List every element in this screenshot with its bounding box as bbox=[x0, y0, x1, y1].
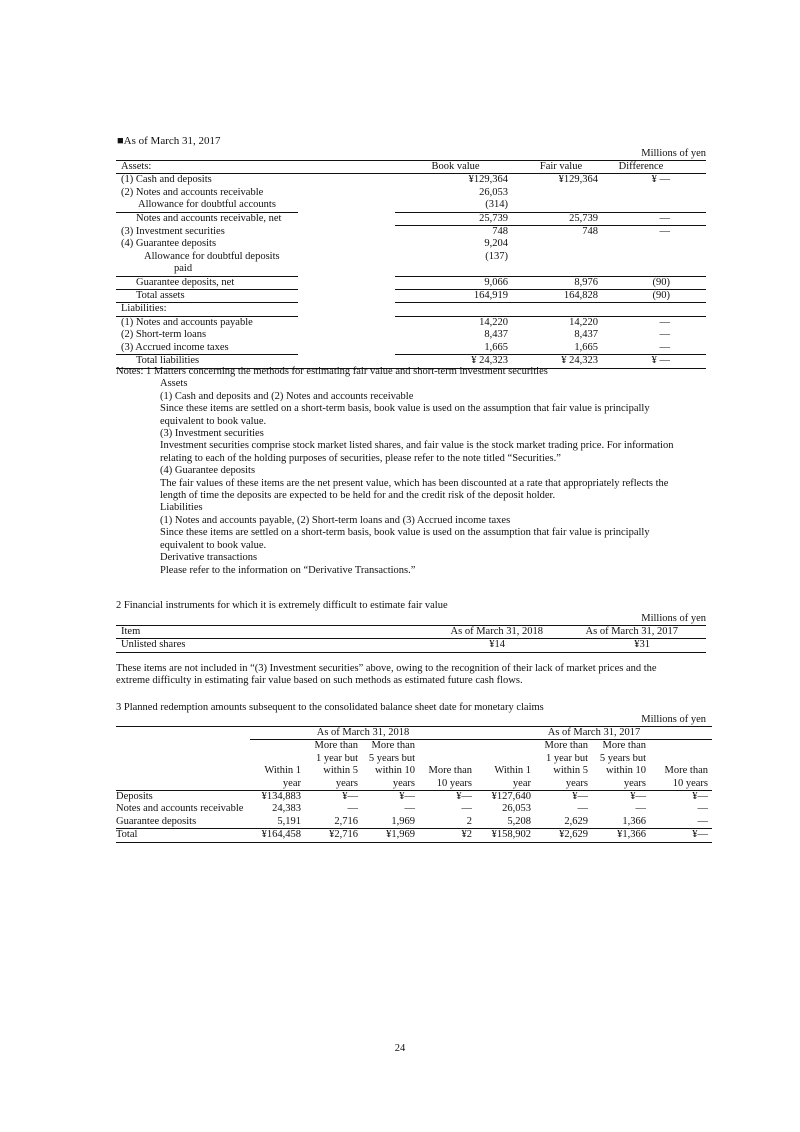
table-cell: (137) bbox=[485, 250, 508, 262]
table-header: Book value bbox=[431, 161, 480, 172]
table-cell: (90) bbox=[606, 290, 706, 303]
table-cell: ¥158,902 bbox=[491, 829, 531, 841]
unlisted-table bbox=[116, 625, 706, 653]
note-line: equivalent to book value. bbox=[160, 415, 267, 427]
column-header-line: More than bbox=[544, 740, 588, 752]
column-header bbox=[650, 740, 712, 791]
table-cell: — bbox=[659, 341, 670, 353]
table-cell: 8,976 bbox=[516, 276, 606, 289]
table-row bbox=[116, 342, 706, 355]
table-cell: — bbox=[606, 212, 706, 225]
table-cell: 26,053 bbox=[502, 803, 531, 815]
page-number: 24 bbox=[394, 1043, 406, 1054]
note-line: Derivative transactions bbox=[160, 552, 258, 564]
note-line: length of time the deposits are expected to be held for and the credit risk of the deposit holder. bbox=[160, 490, 556, 502]
table-cell: 1,665 bbox=[484, 341, 508, 353]
column-header-line: More than bbox=[664, 765, 708, 777]
table-cell: ¥— bbox=[456, 791, 472, 803]
group-header-2017: As of March 31, 2017 bbox=[476, 727, 712, 740]
table-cell: 748 bbox=[516, 226, 606, 239]
table-cell bbox=[606, 263, 706, 276]
row-label: Deposits bbox=[116, 791, 153, 803]
table-cell: 24,383 bbox=[272, 803, 301, 815]
row-label: Liabilities: bbox=[116, 303, 298, 316]
column-header-line: 10 years bbox=[672, 777, 708, 789]
row-label: paid bbox=[174, 263, 193, 275]
table-row bbox=[116, 303, 706, 316]
table-cell: 748 bbox=[395, 226, 516, 239]
note-line: Assets bbox=[160, 378, 188, 390]
column-header-line: More than bbox=[314, 740, 358, 752]
units-label: Millions of yen bbox=[641, 613, 706, 624]
fair-value-table bbox=[116, 160, 706, 369]
table-cell bbox=[516, 303, 606, 316]
table-cell: ¥ — bbox=[606, 355, 706, 368]
column-header bbox=[476, 740, 535, 791]
section-2-paragraph bbox=[116, 663, 716, 688]
table-cell bbox=[606, 251, 706, 263]
table-cell: 25,739 bbox=[516, 212, 606, 225]
column-header-line: Within 1 bbox=[494, 765, 531, 777]
table-cell: ¥2,716 bbox=[329, 829, 358, 841]
table-cell: — bbox=[404, 803, 415, 815]
paragraph-line: extreme difficulty in estimating fair value based on such methods as estimated future cash flows. bbox=[116, 675, 523, 687]
table-row bbox=[116, 316, 706, 329]
column-header-line: within 10 bbox=[375, 765, 415, 777]
table-row bbox=[116, 290, 706, 303]
section-3-title: 3 Planned redemption amounts subsequent to the consolidated balance sheet date for monetary claims bbox=[116, 702, 544, 713]
table-cell bbox=[606, 238, 706, 250]
table-cell: 164,919 bbox=[395, 290, 516, 303]
table-cell: — bbox=[577, 803, 588, 815]
units-label: Millions of yen bbox=[641, 714, 706, 725]
column-header bbox=[419, 740, 476, 791]
column-header-line: More than bbox=[602, 740, 646, 752]
table-cell: — bbox=[659, 329, 670, 341]
column-header bbox=[535, 740, 592, 791]
table-cell: ¥127,640 bbox=[491, 791, 531, 803]
row-label: Total bbox=[116, 829, 138, 841]
notes-block bbox=[116, 366, 716, 577]
table-cell bbox=[516, 263, 606, 276]
table-cell: — bbox=[606, 226, 706, 239]
table-cell: ¥164,458 bbox=[261, 829, 301, 841]
row-label: Notes and accounts receivable, net bbox=[116, 212, 298, 225]
table-cell: 2 bbox=[466, 815, 472, 827]
table-header: Item bbox=[121, 626, 141, 637]
group-header-2018: As of March 31, 2018 bbox=[250, 727, 476, 740]
table-cell: ¥2 bbox=[461, 829, 472, 841]
table-cell: ¥129,364 bbox=[468, 174, 508, 186]
table-cell: — bbox=[347, 803, 358, 815]
column-header-line: years bbox=[335, 777, 358, 789]
column-header bbox=[250, 740, 305, 791]
table-row bbox=[116, 329, 706, 341]
table-cell: ¥— bbox=[572, 791, 588, 803]
column-header-line: More than bbox=[371, 740, 415, 752]
table-cell: 9,204 bbox=[484, 238, 508, 250]
column-header-line: 5 years but bbox=[368, 752, 415, 764]
column-header-line: within 5 bbox=[323, 765, 358, 777]
column-header-line: within 10 bbox=[606, 765, 646, 777]
row-label: Guarantee deposits, net bbox=[116, 276, 298, 289]
column-header-line: 5 years but bbox=[599, 752, 646, 764]
column-header-line: 10 years bbox=[436, 777, 472, 789]
table-cell: — bbox=[606, 316, 706, 329]
table-header: Fair value bbox=[539, 161, 583, 172]
table-cell: 1,665 bbox=[574, 341, 598, 353]
table-cell: 14,220 bbox=[395, 316, 516, 329]
note-line: (1) Cash and deposits and (2) Notes and accounts receivable bbox=[160, 390, 414, 402]
table-cell: — bbox=[697, 803, 708, 815]
column-header-line bbox=[476, 753, 531, 765]
table-cell: ¥134,883 bbox=[261, 791, 301, 803]
table-cell: 2,629 bbox=[564, 815, 588, 827]
table-header: Difference bbox=[618, 161, 664, 172]
note-line: (3) Investment securities bbox=[160, 428, 264, 440]
note-line: Investment securities comprise stock market listed shares, and fair value is the stock market trading price. For information bbox=[160, 440, 674, 452]
row-label: (3) Accrued income taxes bbox=[121, 341, 229, 353]
table-header: Assets: bbox=[121, 161, 152, 172]
table-cell bbox=[606, 303, 706, 316]
note-line: Since these items are settled on a short-term basis, book value is used on the assumption that fair value is principally bbox=[160, 403, 650, 415]
column-header-line bbox=[250, 753, 301, 765]
table-cell bbox=[516, 251, 606, 263]
row-label: (1) Cash and deposits bbox=[121, 174, 212, 186]
table-cell: ¥— bbox=[630, 791, 646, 803]
table-cell: ¥— bbox=[692, 829, 708, 841]
table-cell: 5,208 bbox=[507, 815, 531, 827]
table-cell: ¥— bbox=[399, 791, 415, 803]
table-row bbox=[116, 791, 712, 804]
table-cell bbox=[516, 238, 606, 250]
table-cell bbox=[606, 187, 706, 199]
table-row bbox=[116, 226, 706, 239]
column-header-line: year bbox=[512, 777, 531, 789]
column-header-line: years bbox=[392, 777, 415, 789]
table-cell: — bbox=[697, 815, 708, 827]
column-header bbox=[305, 740, 362, 791]
row-label: (3) Investment securities bbox=[121, 225, 225, 237]
table-cell: 9,066 bbox=[395, 276, 516, 289]
row-label: (4) Guarantee deposits bbox=[121, 238, 217, 250]
note-line: (4) Guarantee deposits bbox=[160, 465, 256, 477]
table-row bbox=[116, 199, 706, 212]
table-cell: 26,053 bbox=[479, 186, 508, 198]
table-cell: ¥1,366 bbox=[617, 829, 646, 841]
row-label: (2) Notes and accounts receivable bbox=[121, 186, 264, 198]
table-cell: ¥ 24,323 bbox=[395, 355, 516, 368]
table-cell: ¥129,364 bbox=[558, 174, 598, 186]
table-cell: ¥ — bbox=[651, 174, 670, 186]
column-header bbox=[592, 740, 650, 791]
table-cell bbox=[606, 199, 706, 212]
table-cell: ¥1,969 bbox=[386, 829, 415, 841]
note-line: relating to each of the holding purposes of securities, please refer to the note titled “Securities.” bbox=[160, 452, 561, 464]
column-header-line: 1 year but bbox=[316, 752, 358, 764]
note-line: equivalent to book value. bbox=[160, 539, 267, 551]
row-label: Total assets bbox=[116, 290, 298, 303]
table-row bbox=[116, 816, 712, 829]
table-cell: 25,739 bbox=[395, 212, 516, 225]
row-label: Allowance for doubtful accounts bbox=[138, 199, 276, 211]
table-cell bbox=[516, 199, 606, 212]
row-label: Guarantee deposits bbox=[116, 815, 197, 827]
table-row bbox=[116, 829, 712, 842]
column-header bbox=[362, 740, 419, 791]
table-row bbox=[116, 803, 712, 815]
table-cell bbox=[395, 263, 516, 276]
table-row bbox=[116, 276, 706, 289]
table-cell: 8,437 bbox=[574, 329, 598, 341]
table-cell: 5,191 bbox=[277, 815, 301, 827]
section-title: ■As of March 31, 2017 bbox=[117, 135, 221, 147]
note-line: The fair values of these items are the net present value, which has been discounted at a rate that appropriately reflects the bbox=[160, 477, 669, 489]
table-cell bbox=[395, 303, 516, 316]
table-cell: ¥2,629 bbox=[559, 829, 588, 841]
table-header: As of March 31, 2018 bbox=[450, 626, 543, 637]
table-cell: 1,366 bbox=[622, 815, 646, 827]
note-line: Liabilities bbox=[160, 502, 203, 514]
table-cell: 164,828 bbox=[516, 290, 606, 303]
table-cell: (314) bbox=[485, 199, 508, 211]
note-line: Since these items are settled on a short-term basis, book value is used on the assumption that fair value is principally bbox=[160, 527, 650, 539]
redemption-table bbox=[116, 726, 712, 843]
table-row bbox=[116, 174, 706, 187]
table-cell: 1,969 bbox=[391, 815, 415, 827]
units-label: Millions of yen bbox=[641, 148, 706, 159]
row-label: Allowance for doubtful deposits bbox=[144, 250, 280, 262]
row-label: (1) Notes and accounts payable bbox=[116, 316, 298, 329]
table-row bbox=[116, 263, 706, 276]
column-header-line bbox=[419, 753, 472, 765]
paragraph-line: These items are not included in “(3) Investment securities” above, owing to the recognition of their lack of market prices and the bbox=[116, 663, 657, 674]
note-line: Please refer to the information on “Derivative Transactions.” bbox=[160, 564, 416, 576]
table-cell: 2,716 bbox=[334, 815, 358, 827]
section-2-title: 2 Financial instruments for which it is extremely difficult to estimate fair value bbox=[116, 600, 448, 611]
column-header-line: 1 year but bbox=[546, 752, 588, 764]
table-header: As of March 31, 2017 bbox=[585, 626, 678, 637]
table-row bbox=[116, 187, 706, 199]
table-cell: ¥— bbox=[692, 791, 708, 803]
notes-heading: Notes: 1 Matters concerning the methods for estimating fair value and short-term investment securities bbox=[116, 366, 548, 377]
table-cell: ¥— bbox=[342, 791, 358, 803]
column-header-line: years bbox=[623, 777, 646, 789]
table-cell: ¥ 24,323 bbox=[516, 355, 606, 368]
column-header-line: within 5 bbox=[553, 765, 588, 777]
column-header-line: year bbox=[282, 777, 301, 789]
column-header-line bbox=[650, 753, 708, 765]
table-cell: 8,437 bbox=[484, 329, 508, 341]
table-cell: 14,220 bbox=[516, 316, 606, 329]
table-cell: ¥14 bbox=[489, 639, 505, 651]
row-label: Total liabilities bbox=[116, 355, 298, 368]
table-row bbox=[116, 251, 706, 263]
table-cell: — bbox=[635, 803, 646, 815]
table-cell: — bbox=[461, 803, 472, 815]
table-row bbox=[116, 212, 706, 225]
table-cell: (90) bbox=[606, 276, 706, 289]
row-label: (2) Short-term loans bbox=[121, 329, 207, 341]
table-cell: Unlisted shares bbox=[121, 639, 186, 651]
table-row bbox=[116, 238, 706, 250]
table-cell: ¥31 bbox=[634, 639, 650, 651]
column-header-line: years bbox=[565, 777, 588, 789]
column-header-line: Within 1 bbox=[264, 765, 301, 777]
row-label: Notes and accounts receivable bbox=[116, 803, 244, 815]
table-cell bbox=[516, 187, 606, 199]
column-header-line: More than bbox=[428, 765, 472, 777]
note-line: (1) Notes and accounts payable, (2) Short-term loans and (3) Accrued income taxes bbox=[160, 514, 511, 526]
